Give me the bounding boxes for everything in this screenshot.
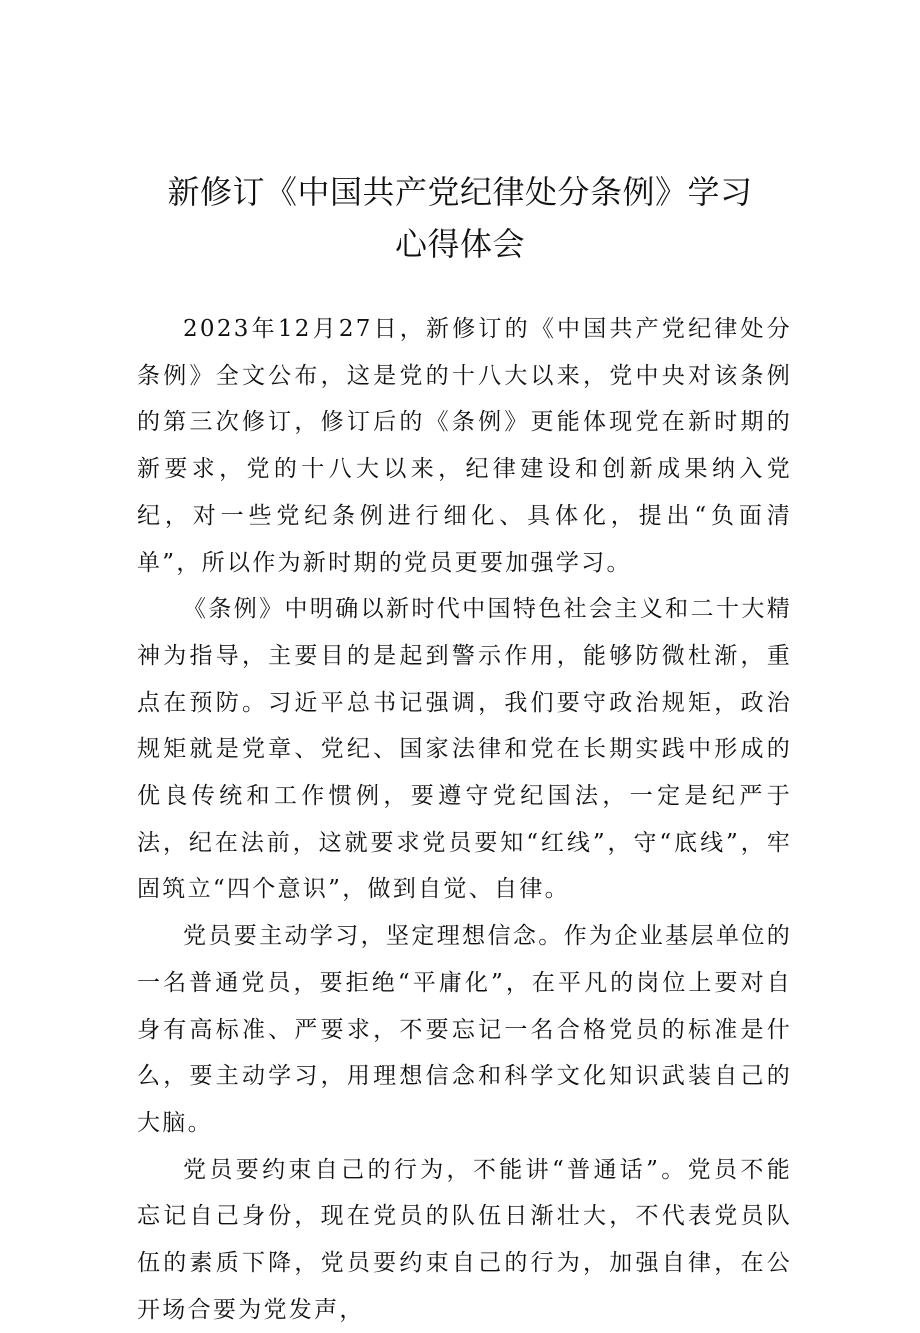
document-body <box>137 306 792 1333</box>
paragraph-3: 党员要主动学习，坚定理想信念。作为企业基层单位的一名普通党员，要拒绝“平庸化”，在平凡的岗位上要对自身有高标准、严要求，不要忘记一名合格党员的标准是什么，要主动学习，用理想信念和科学文化知识武装自己的大脑。 <box>137 923 792 1136</box>
paragraph-1: 2023年12月27日，新修订的《中国共产党纪律处分条例》全文公布，这是党的十八大以来，党中央对该条例的第三次修订，修订后的《条例》更能体现党在新时期的新要求，党的十八大以来，纪律建设和创新成果纳入党纪，对一些党纪条例进行细化、具体化，提出“负面清单”，所以作为新时期的党员更要加强学习。 <box>137 316 792 576</box>
paragraph-2: 《条例》中明确以新时代中国特色社会主义和二十大精神为指导，主要目的是起到警示作用，能够防微杜渐，重点在预防。习近平总书记强调，我们要守政治规矩，政治规矩就是党章、党纪、国家法律和党在长期实践中形成的优良传统和工作惯例，要遵守党纪国法，一定是纪严于法，纪在法前，这就要求党员要知“红线”，守“底线”，牢固筑立“四个意识”，做到自觉、自律。 <box>137 596 792 903</box>
document-title <box>0 166 920 270</box>
title-line-2: 心得体会 <box>394 225 525 263</box>
title-line-1: 新修订《中国共产党纪律处分条例》学习 <box>167 173 753 211</box>
paragraph-4: 党员要约束自己的行为，不能讲“普通话”。党员不能忘记自己身份，现在党员的队伍日渐壮大，不代表党员队伍的素质下降，党员要约束自己的行为，加强自律，在公开场合要为党发声， <box>137 1156 792 1323</box>
